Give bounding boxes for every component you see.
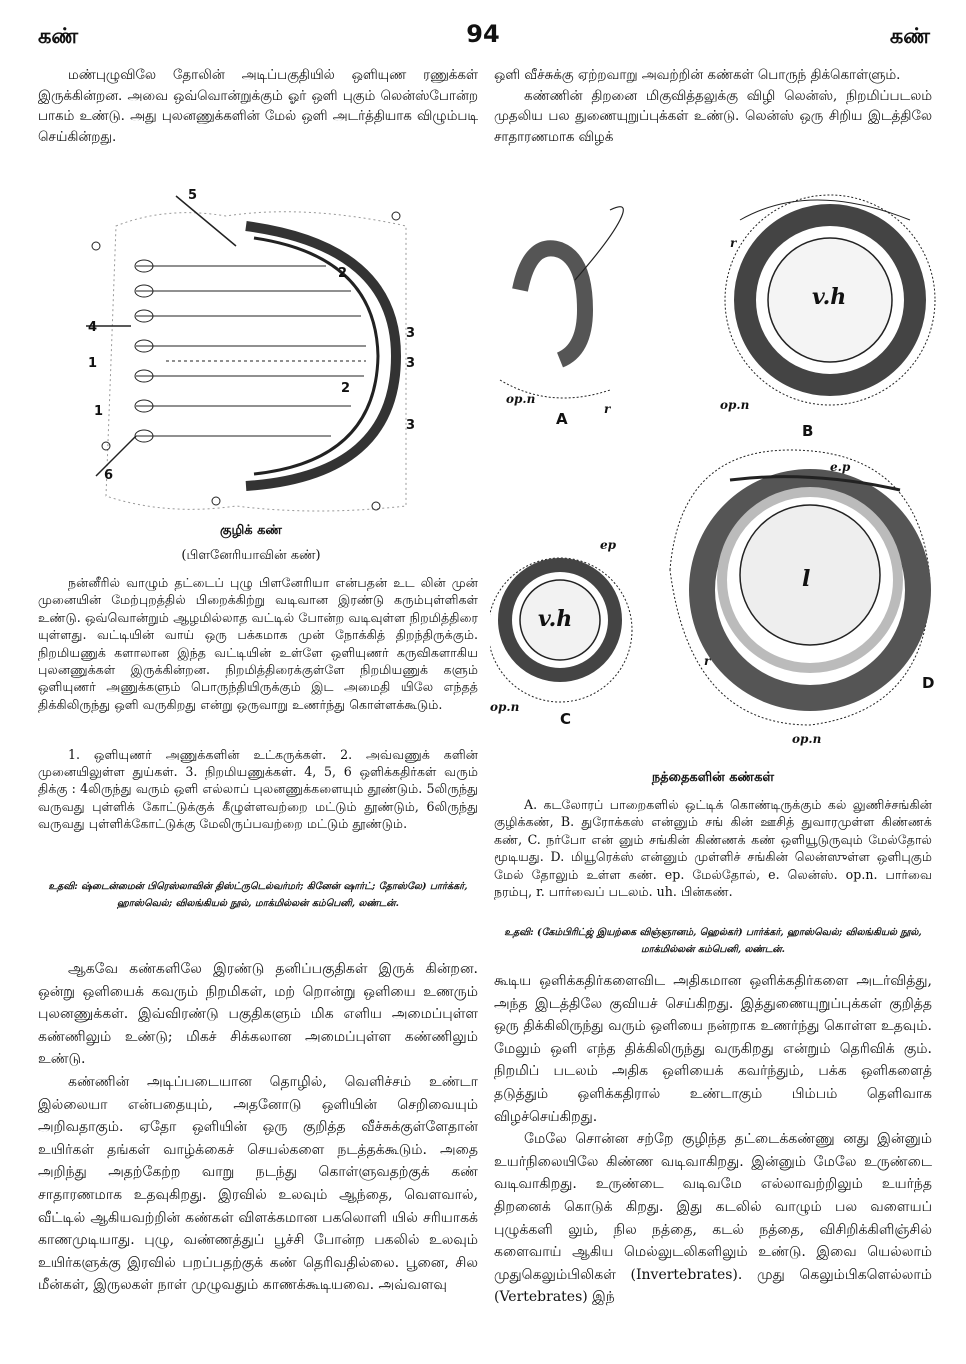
planaria-label-3a: 3 [406,326,416,341]
left-figure-legend: 1. ஒளியுணர் அணுக்களின் உட்கருக்கள். 2. அவ்வணுக் களின் முனையிலுள்ள துய்கள். 3. நிறமியணுக்கள். 4, 5, 6 ஒளிக்கதிர்கள் வரும் திக்கு : 4லிருந்து வரும் ஒளி எல்லாப் புலனணுக்களையும் தூண்டும். 5லிருந்து வருவது புள்ளிக் கோட்டுக்குக் கீழுள்ளவற்றை மட்டும் தூண்டும், 6லிருந்து வருவது புள்ளிக்கோட்டுக்கு மேலிருப்பவற்றை மட்டும் தூண்டும். [38,747,478,831]
right-figure-caption-title: நத்தைகளின் கண்கள் [651,770,775,785]
planaria-eye-drawing [76,186,426,516]
left-figure-caption-subtitle: (பிளனேரியாவின் கண்) [181,548,321,563]
bottom-right-text [494,970,932,1309]
bottom-left-text [38,958,478,1297]
snail-c-vh-label: v.h [538,606,573,632]
bottom-right-paragraph-2: மேலே சொன்ன சற்றே குழிந்த தட்டைக்கண்ணு னது இன்னும் உயர்நிலையிலே கிண்ண வடிவாகிறது. இன்னும் மேலே உருண்டை வடிவாகிறது. உருண்டை வடிவமே எல்லாவற்றிலும் உயர்ந்த திறனைக் கொடுக் கிறது. இது கடலில் வாழும் பல வளையப் புழுக்களி லும், நில நத்தை, கடல் நத்தை, விசிறிக்கிளிஞ்சில் களைவாய் ஆகிய மெல்லுடலிகளிலும் உண்டு. இவை யெல்லாம் முதுகெலும்பிலிகள் (Invertebrates). முது கெலும்பிகளெல்லாம் (Vertebrates) இந் [494,1131,932,1306]
left-top-paragraph: மண்புழுவிலே தோலின் அடிப்பகுதியில் ஒளியுண ரணுக்கள் இருக்கின்றன. அவை ஒவ்வொன்றுக்கும் ஓர் ஒளி புகும் லென்ஸ்போன்ற பாகம் உண்டு. அது புலனணுக்களின் மேல் ஒளி அடர்த்தியாக விழும்படி செய்கின்றது. [38,68,478,145]
snail-eyes-figure [490,180,940,760]
snail-c-opn-label: op.n [490,700,520,714]
planaria-label-6: 6 [104,468,114,483]
right-top-text [494,66,932,148]
planaria-label-3b: 3 [406,356,416,371]
left-figure-credit: உதவி: ஷ்டைன்மைன் பிரெஸ்லாவின் திஸ்ட்ருடெல்வர்மர்; கினேன் ஷார்ட்; தோஸ்லே) பார்க்கர், ஹாஸ்வெல்; விலங்கியல் நூல், மாக்மில்லன் கம்பெனி, லண்டன். [48,881,468,909]
right-top-paragraph-2: கண்ணின் திறனை மிகுவித்தலுக்கு விழி லென்ஸ், நிறமிப்படலம் முதலிய பல துணையுறுப்புக்கள் உண்டு. லென்ஸ் ஒரு சிறிய இடத்திலே சாதாரணமாக விழக் [494,88,932,145]
snail-b-opn-label: op.n [720,398,750,412]
page-number: 94 [466,20,500,48]
snail-c-letter: C [560,710,572,728]
snail-d-ep-label: e.p [830,460,851,474]
snail-d-opn-label: op.n [792,732,822,746]
snail-d-l-label: l [802,566,811,592]
planaria-eye-figure [76,186,426,516]
right-figure-description: A. கடலோரப் பாறைகளில் ஒட்டிக் கொண்டிருக்கும் கல் லுணிச்சங்கின் குழிக்கண், B. துரோக்கஸ் என்னும் சங் கின் ஊசித் துவாரமுள்ள கிண்ணக் கண், C. நர்போ என் னும் சங்கின் கிண்ணக் கண் ஒளியூடுருவும் மேல்தோல் மூடியது. D. மியூரெக்ஸ் என்னும் முள்ளிச் சங்கின் லென்ஸுள்ள ஒளிபுகும் மேல் தோலும் உள்ள கண். ep. மேல்தோல், e. லென்ஸ். op.n. பார்வை நரம்பு, r. பார்வைப் படலம். uh. பின்கண். [494,797,932,900]
snail-a-letter: A [556,410,568,428]
snail-b-letter: B [802,422,814,440]
planaria-label-1a: 1 [88,356,98,371]
left-figure-caption-title: குழிக் கண் [220,523,282,538]
bottom-left-paragraph-1: ஆகவே கண்களிலே இரண்டு தனிப்பகுதிகள் இருக் கின்றன. ஒன்று ஒளியைக் கவரும் நிறமிகள், மற் றொன்று ஒளியை உணரும் புலனணுக்கள். இவ்விரண்டு பகுதிகளும் மிக எளிய அமைப்புள்ள கண்ணிலும் உண்டு; மிகச் சிக்கலான அமைப்புள்ள கண்ணிலும் உண்டு. [38,961,478,1068]
right-figure-credit: உதவி: (கேம்பிரிட்ஜ் இயற்கை விஞ்ஞானம், ஹெல்கர்) பார்க்கர், ஹாஸ்வெல்; விலங்கியல் நூல், மாக்மில்லன் கம்பெனி, லண்டன். [504,927,922,955]
planaria-label-1b: 1 [94,404,104,419]
snail-d-letter: D [922,674,935,692]
snail-a-opn-label: op.n [506,392,536,406]
bottom-right-paragraph-1: கூடிய ஒளிக்கதிர்களைவிட அதிகமான ஒளிக்கதிர்களை அடர்வித்து, அந்த இடத்திலே குவியச் செய்கிறது. இத்துணையுறுப்புக்கள் குறித்த ஒரு திக்கிலிருந்து வரும் ஒளியை நன்றாக உணர்ந்து கொள்ள உதவும். மேலும் ஒளி எந்த திக்கிலிருந்து வருகிறது என்றும் தெரிவிக் கும். நிறமிப் படலம் அதிக ஒளியைக் கவர்ந்தும், பக்க ஒளிகளைத் தடுத்தும் ஒளிக்கதிரால் உண்டாகும் பிம்பம் தெளிவாக விழச்செய்கிறது. [494,973,932,1125]
planaria-label-5: 5 [188,188,198,203]
left-figure-description: நன்னீரில் வாழும் தட்டைப் புழு பிளனேரியா என்பதன் உட லின் முன் முனையின் மேற்புறத்தில் பிறைக்கிற்று வடிவான இரண்டு கரும்புள்ளிகள் உண்டு. ஒவ்வொன்றும் ஆழமில்லாத வட்டில் போன்ற வடிவுள்ள நிறமித்திரை யுள்ளது. வட்டியின் வாய் ஒரு பக்கமாக முன் நோக்கித் திறந்திருக்கும். நிறமியணுக் களாலான இந்த வட்டியின் உள்ளே ஒளியுணர் கருவிகளாகிய புலனணுக்கள் இருக்கின்றன. நிறமித்திரைக்குள்ளே நிறமியணுக் களும் ஒளியுணர் அணுக்களும் பொருந்தியிருக்கும் இட அமைதி யிலே எந்தத் திக்கிலிருந்து ஒளி வருகிறது என்று ஒருவாறு உணர்ந்து கொள்ளக்கூடும். [38,575,478,712]
planaria-label-2b: 2 [341,381,351,396]
snail-d-r-label: r [704,654,711,668]
bottom-left-paragraph-2: கண்ணின் அடிப்படையான தொழில், வெளிச்சம் உண்டா இல்லையா என்பதையும், அதனோடு ஒளியின் செறிவையும் அறிவதாகும். ஏதோ ஒளியின் ஒரு குறித்த வீச்சுக்குள்ளேதான் உயிர்கள் தங்கள் வாழ்க்கைச் செயல்களை நடத்தக்கூடும். அதை அறிந்து அதற்கேற்ற வாறு நடந்து கொள்ளுவதற்குக் கண் சாதாரணமாக உதவுகிறது. இரவில் உலவும் ஆந்தை, வௌவால், வீட்டில் ஆகியவற்றின் கண்கள் விளக்கமான பகலொளி யில் சரியாகக் காணமுடியாது. புழு, வண்ணத்துப் பூச்சி போன்ற பகலில் உலவும் உயிர்களுக்கு இரவில் பறப்பதற்குக் கண் தெரிவதில்லை. பூனை, சில மீன்கள், இருலகள் நாள் முழுவதும் காணக்கூடியவை. அவ்வளவு [38,1073,478,1294]
header-right-title: கண் [889,24,930,48]
snail-c-ep-label: ep [600,538,617,552]
planaria-label-3c: 3 [406,418,416,433]
snail-b-vh-label: v.h [812,284,847,310]
right-top-paragraph-1: ஒளி வீச்சுக்கு ஏற்றவாறு அவற்றின் கண்கள் பொருந் திக்கொள்ளும். [494,68,901,83]
planaria-label-4: 4 [88,320,98,335]
planaria-label-2a: 2 [338,266,348,281]
snail-a-r-label: r [604,402,611,416]
snail-b-r-label: r [730,236,737,250]
header-left-title: கண் [38,24,79,48]
snail-eyes-drawing [490,180,940,760]
